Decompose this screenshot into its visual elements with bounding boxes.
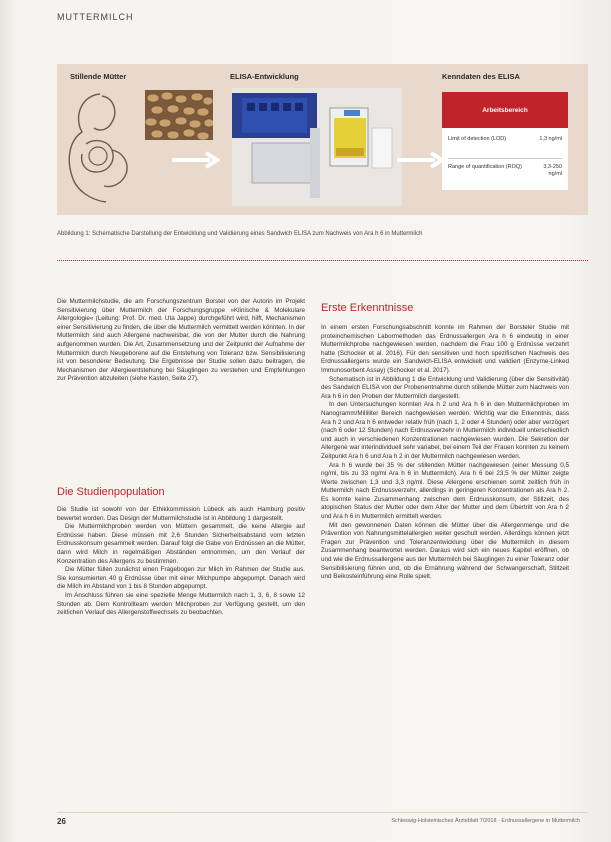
arrow-right-icon: [395, 150, 445, 170]
panel-row-label: Range of quantification (ROQ): [448, 164, 522, 170]
figure-col3-title: Kenndaten des ELISA: [442, 72, 520, 81]
footer-divider: [57, 812, 588, 813]
paragraph: Ara h 6 wurde bei 35 % der stillenden Mütter nachgewiesen (einer Messung 0,5 ng/ml, bis zu 33 ng/ml Ara h 6 in Muttermilch). Ara h 6 bei 23,5 % der Mütter zeigte Werte zwischen 1,3 und 3,3 ng/ml. Diese Allergene erschienen somit zeitlich früh in Muttermilch nach Erdnussverzehr, allerdings in geringeren Konzentrationen als Ara h 2. Es konnte keine Zusammenhang zwischen dem Erdnusskonsum, der Stillzeit, des atopischen Status der Mutter oder dem Alter der Mutter und dem Übertritt von Ara h 2 und Ara h 6 in Muttermilch ermittelt werden.: [321, 461, 569, 521]
heading-erste-erkenntnisse: Erste Erkenntnisse: [321, 302, 414, 314]
mother-illustration: [60, 88, 140, 206]
elisa-lab-photo: [232, 88, 402, 206]
footer-text: Schleswig-Holsteinisches Ärzteblatt 7/2018 · Erdnussallergene in Muttermilch: [391, 818, 580, 824]
panel-row-value: 3,3-250 ng/ml: [543, 164, 562, 177]
arrow-right-icon: [170, 150, 220, 170]
panel-divider: [448, 158, 562, 159]
intro-paragraph: Die Muttermilchstudie, die am Forschungszentrum Borstel von der Autorin im Projekt Sensitivierung über Muttermilch der Forschungsgruppe »Klinische & Molekulare Allergologie« (Leitung: Prof. Dr. med. Uta Jappe) durchgeführt wird, hilft, Mechanismen einer Sensitivierung zu finden, die über die Muttermilch vermittelt werden könnten. In der Muttermilch sind auch Allergene nachweisbar, die von der Mutter durch die Nahrung aufgenommen wurden. Die Art, Zusammensetzung und der Zeitpunkt der Aufnahme der Muttermilch durch Neugeborene auf die Entstehung von Toleranz bzw. Sensibilisierung ist von besonderer Bedeutung. Die Ergebnisse der Studie sollen dazu beitragen, die Mechanismen der Allergieentstehung bei Säuglingen zu verstehen und Empfehlungen zur Prävention abzuleiten (siehe Kasten, Seite 27).: [57, 298, 305, 383]
left-column-body: [57, 506, 305, 618]
paragraph: Die Studie ist sowohl von der Ethikkommission Lübeck als auch Hamburg positiv bewertet worden. Das Design der Muttermilchstudie ist in Abbildung 1 dargestellt.: [57, 506, 305, 522]
paragraph: Die Mütter füllen zunächst einen Fragebogen zur Milch im Rahmen der Studie aus. Sie konsumierten 40 g Erdnüsse über mit einer Milchpumpe abgepumpt. Danach wird die Milch im Abstand von 1 bis 8 Stunden abgepumpt.: [57, 566, 305, 591]
left-column: [57, 298, 305, 384]
paragraph: Im Anschluss führen sie eine spezielle Menge Muttermilch nach 1, 3, 6, 8 sowie 12 Stunden ab. Dem Kontrollteam werden Milchproben zur Verfügung gestellt, um den zeitlichen Verlauf des Allergenstoffwechsels zu beobachten.: [57, 591, 305, 617]
right-column-body: [321, 324, 569, 582]
peanuts-photo: [145, 90, 213, 140]
paragraph: In den Untersuchungen konnten Ara h 2 und Ara h 6 in den Muttermilchproben im Nanogramm/Milliliter Bereich nachgewiesen werden. Wichtig war die Erkenntnis, dass Ara h 2 und Ara h 6 entweder relativ früh (nach 1, 2 oder 4 Stunden) oder aber verzögert (nach 6 oder 12 Stunden) nach Erdnussverzehr in Muttermilch individuell unterschiedlich und auch in verschiedenen Konzentrationen nachgewiesen wurden. Die Sekretion der Allergene war interindividuell sehr variabel, bei einem Teil der Frauen konnten zu keinem Zeitpunkt Ara h 6 und Ara h 2 in der Muttermilch nachgewiesen werden.: [321, 401, 569, 460]
elisa-kenndaten-panel: [442, 92, 568, 190]
paragraph: Mit den gewonnenen Daten können die Mütter über die Allergenmenge und die Prävention von Nahrungsmittelallergien weiter geschult werden. Allerdings können jetzt Fragen zur Prävention und Toleranzentwicklung über die Muttermilch in diesem Zusammenhang beantwortet werden. Daraus wird sich ein neues Kapitel eröffnen, ob und wie die Erdnussallergene aus der Muttermilch bei Säuglingen zu einer Toleranz oder Sensibilisierung führen und, ob die Ernährung während der Schwangerschaft, Stillzeit und Beikosteinführung eine Rolle spielt.: [321, 521, 569, 581]
heading-studienpopulation: Die Studienpopulation: [57, 486, 165, 498]
panel-row-label: Limit of detection (LOD): [448, 136, 507, 142]
figure-caption: Abbildung 1: Schematische Darstellung der Entwicklung und Validierung eines Sandwich ELISA zum Nachweis von Ara h 6 in Muttermilch: [57, 231, 423, 237]
page-number: 26: [57, 817, 66, 826]
panel-row-value: 1,3 ng/ml: [539, 136, 562, 142]
figure-col2-title: ELISA-Entwicklung: [230, 72, 299, 81]
panel-row-roq: [448, 164, 562, 178]
section-label: MUTTERMILCH: [57, 12, 134, 22]
panel-row-lod: [448, 136, 562, 143]
paragraph: Die Muttermilchproben werden von Müttern gesammelt, die keine Allergie auf Erdnüsse haben. Diese müssen mit 2,6 Stunden Sicherheitsabstand vom letzten Erdnusskonsum gesammelt werden. Darauf folgt die Gabe von Erdnüssen an die Mütter, dann wird Milch in regelmäßigen Abständen entnommen, um den Verlauf der Konzentration des Allergens zu bestimmen.: [57, 523, 305, 565]
dotted-divider: [57, 260, 588, 261]
panel-heading: Arbeitsbereich: [442, 92, 568, 128]
paragraph: In einem ersten Forschungsabschnitt konnte im Rahmen der Borsteler Studie mit proteinchemischen Labormethoden das Erdnussallergen Ara h 6 eindeutig in einer Muttermilchprobe nachgewiesen werden, nachdem die Frau 100 g Erdnüsse verzehrt hatte (Schocker et al. 2016). Für den sensitiven und hoch spezifischen Nachweis des Erdnussallergens wurde ein Sandwich-ELISA entwickelt und validiert (Enzyme-Linked Immunosorbent Assay) (Schocker et al. 2017).: [321, 324, 569, 374]
paragraph: Schematisch ist in Abbildung 1 die Entwicklung und Validierung (über die Sensitivität) des Sandwich ELISA von der Probenentnahme durch stillende Mütter zum Nachweis von Ara h 6 in den Proben der Muttermilch dargestellt.: [321, 375, 569, 400]
figure-col1-title: Stillende Mütter: [70, 72, 127, 81]
